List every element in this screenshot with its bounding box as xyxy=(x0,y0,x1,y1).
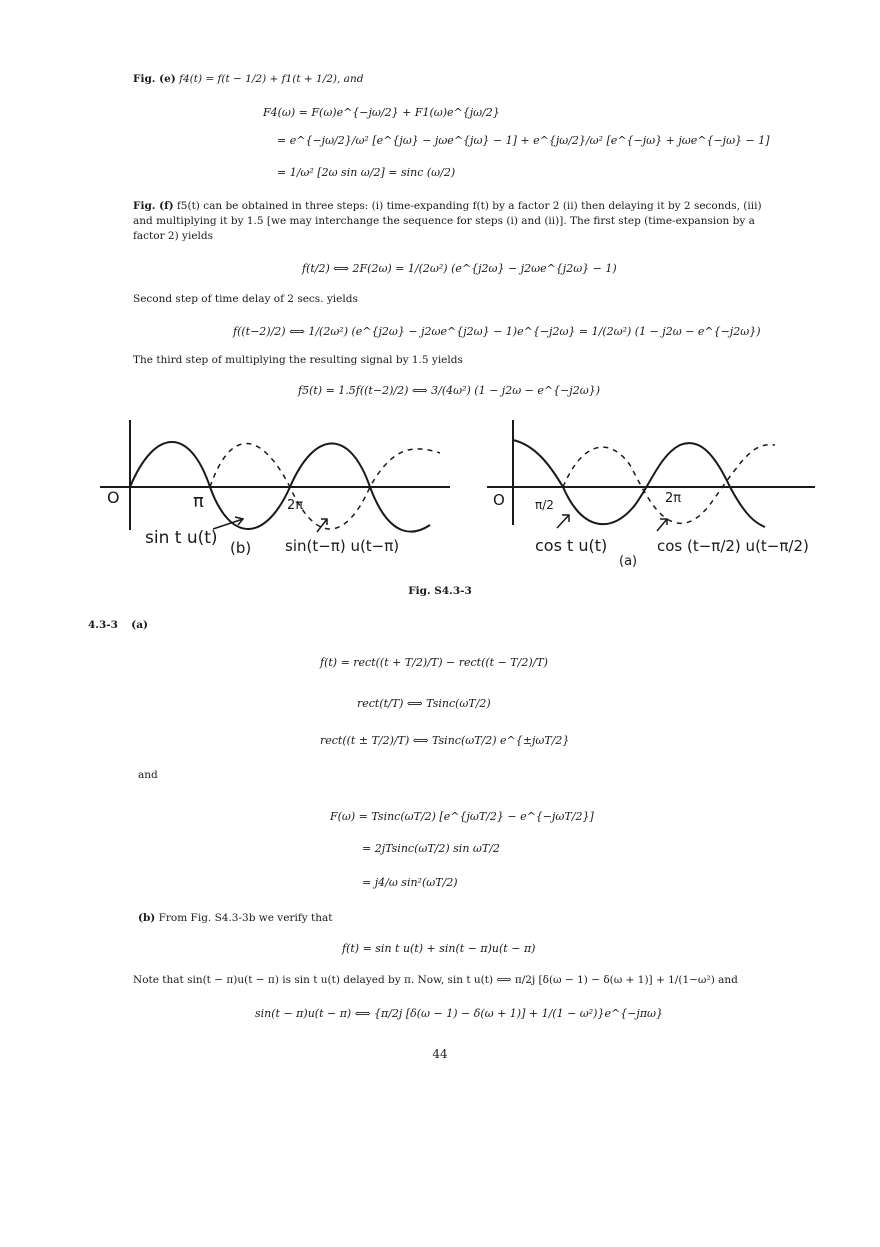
fig-e-eq1: F4(ω) = F(ω)e^{−jω/2} + F1(ω)e^{jω/2} xyxy=(263,106,500,119)
section-433-eq3: rect((t ± T/2)/T) ⟺ Tsinc(ωT/2) e^{±jωT/2} xyxy=(320,734,570,747)
fig-e-intro: f4(t) = f(t − 1/2) + f1(t + 1/2), and xyxy=(179,73,364,85)
fig-f-paragraph xyxy=(133,199,773,244)
right-label-delayed: cos (t−π/2) u(t−π/2) xyxy=(657,537,809,555)
left-label-b: (b) xyxy=(230,539,252,557)
right-label-a: (a) xyxy=(619,554,638,569)
fig-f-text: f5(t) can be obtained in three steps: (i) time-expanding f(t) by a factor 2 (ii) then delaying it by 2 seconds, (iii) and multiplying it by 1.5 [we may interchange the sequence for steps (i) and (ii)]. The first step (time-expansion by a factor 2) yields xyxy=(133,200,762,242)
fig-f-eq1: f(t/2) ⟺ 2F(2ω) = 1/(2ω²) (e^{j2ω} − j2ωe^{j2ω} − 1) xyxy=(302,262,617,275)
fig-f-eq3: f5(t) = 1.5f((t−2)/2) ⟺ 3/(4ω²) (1 − j2ω − e^{−j2ω}) xyxy=(298,384,600,397)
section-433-eq7: f(t) = sin t u(t) + sin(t − π)u(t − π) xyxy=(342,942,536,955)
fig-f-step2: Second step of time delay of 2 secs. yields xyxy=(133,293,358,305)
section-433-part-b-line xyxy=(138,911,332,925)
fig-f-label: Fig. (f) xyxy=(133,200,174,212)
section-433-label: 4.3-3 xyxy=(88,619,118,631)
figure-s4-3-3 xyxy=(95,415,835,585)
right-plot xyxy=(487,420,815,569)
section-433-part-a: (a) xyxy=(131,619,149,631)
section-433-eq6: = j4/ω sin²(ωT/2) xyxy=(362,876,458,889)
cos-delayed-curve xyxy=(563,445,775,524)
right-2pi-label: 2π xyxy=(665,491,682,506)
fig-e-eq2: = e^{−jω/2}/ω² [e^{jω} − jωe^{jω} − 1] + e^{jω/2}/ω² [e^{−jω} + jωe^{−jω} − 1] xyxy=(277,134,770,147)
right-label-cos: cos t u(t) xyxy=(535,536,608,555)
left-label-sin: sin t u(t) xyxy=(145,528,218,548)
fig-e-eq3: = 1/ω² [2ω sin ω/2] = sinc (ω/2) xyxy=(277,166,456,179)
section-433-part-b: (b) xyxy=(138,912,156,924)
fig-f-step3: The third step of multiplying the resulting signal by 1.5 yields xyxy=(133,354,463,366)
left-origin-label: O xyxy=(107,488,120,507)
figure-caption: Fig. S4.3-3 xyxy=(408,585,472,597)
left-pi-label: π xyxy=(193,491,204,512)
left-2pi-label: 2π xyxy=(287,498,304,513)
right-pi-half-label: π/2 xyxy=(535,498,554,512)
right-origin-label: O xyxy=(493,491,505,509)
fig-e-intro-line xyxy=(133,72,363,86)
fig-e-label: Fig. (e) xyxy=(133,73,176,85)
right-arrow-b xyxy=(657,519,667,531)
section-433-eq1: f(t) = rect((t + T/2)/T) − rect((t − T/2)/T) xyxy=(320,656,548,669)
section-433-header xyxy=(88,618,148,632)
section-433-eq5: = 2jTsinc(ωT/2) sin ωT/2 xyxy=(362,842,500,855)
section-433-part-b-text: From Fig. S4.3-3b we verify that xyxy=(158,912,333,924)
section-433-note: Note that sin(t − π)u(t − π) is sin t u(t) delayed by π. Now, sin t u(t) ⟺ π/2j [δ(ω − 1) − δ(ω + 1)] + 1/(1−ω²) and xyxy=(133,974,738,986)
section-433-eq2: rect(t/T) ⟺ Tsinc(ωT/2) xyxy=(357,697,491,710)
section-433-and: and xyxy=(138,769,158,781)
left-label-delayed: sin(t−π) u(t−π) xyxy=(285,537,400,555)
left-plot xyxy=(100,420,450,557)
right-arrow-a xyxy=(557,515,569,528)
page-number: 44 xyxy=(432,1047,448,1061)
section-433-eq8: sin(t − π)u(t − π) ⟺ {π/2j [δ(ω − 1) − δ(ω + 1)] + 1/(1 − ω²)}e^{−jπω} xyxy=(255,1007,664,1020)
section-433-eq4: F(ω) = Tsinc(ωT/2) [e^{jωT/2} − e^{−jωT/2}] xyxy=(330,810,594,823)
fig-f-eq2: f((t−2)/2) ⟺ 1/(2ω²) (e^{j2ω} − j2ωe^{j2ω} − 1)e^{−j2ω} = 1/(2ω²) (1 − j2ω − e^{−j2ω}) xyxy=(233,325,761,338)
